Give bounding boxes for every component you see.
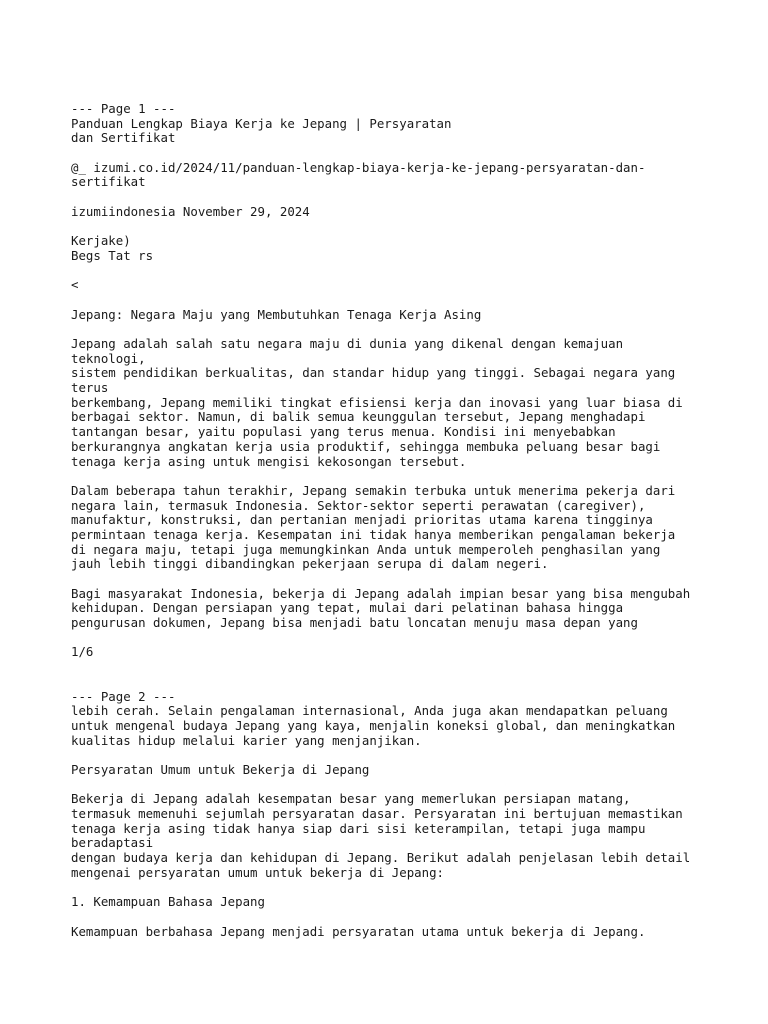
paragraph: [71, 925, 731, 940]
title-line: dan Sertifikat: [71, 130, 176, 146]
url-line: @_ izumi.co.id/2024/11/panduan-lengkap-biaya-kerja-ke-jepang-persyaratan-dan-: [71, 159, 646, 175]
source-url: [71, 161, 731, 190]
paragraph: [71, 484, 731, 572]
back-arrow-text: <: [71, 277, 79, 293]
section-heading: Persyaratan Umum untuk Bekerja di Jepang: [71, 761, 370, 777]
section-heading: Jepang: Negara Maju yang Membutuhkan Tenaga Kerja Asing: [71, 306, 482, 322]
paragraph: [71, 587, 731, 631]
paragraph-line: tantangan besar, yaitu populasi yang terus menua. Kondisi ini menyebabkan: [71, 424, 616, 440]
paragraph-line: jauh lebih tinggi dibandingkan pekerjaan serupa di dalam negeri.: [71, 556, 549, 572]
paragraph-line: negara lain, termasuk Indonesia. Sektor-sektor seperti perawatan (caregiver),: [71, 497, 646, 513]
document: [71, 102, 731, 939]
paragraph-line: dengan budaya kerja dan kehidupan di Jepang. Berikut adalah penjelasan lebih detail: [71, 850, 691, 866]
paragraph-line: tenaga kerja asing tidak hanya siap dari sisi keterampilan, tetapi juga mampu: [71, 820, 646, 836]
paragraph-line: terus: [71, 380, 109, 396]
paragraph-line: Bagi masyarakat Indonesia, bekerja di Jepang adalah impian besar yang bisa mengubah: [71, 585, 691, 601]
paragraph-line: Bekerja di Jepang adalah kesempatan besar yang memerlukan persiapan matang,: [71, 791, 631, 807]
paragraph-line: berbagai sektor. Namun, di balik semua keunggulan tersebut, Jepang menghadapi: [71, 409, 646, 425]
ocr-noise-line: Kerjake): [71, 233, 131, 249]
page-number: 1/6: [71, 644, 94, 660]
subsection-heading: 1. Kemampuan Bahasa Jepang: [71, 894, 265, 910]
page-2-marker: --- Page 2 ---: [71, 688, 176, 704]
paragraph-line: berkurangnya angkatan kerja usia produktif, sehingga membuka peluang besar bagi: [71, 438, 661, 454]
paragraph-line: Kemampuan berbahasa Jepang menjadi persyaratan utama untuk bekerja di Jepang.: [71, 923, 646, 939]
paragraph-line: pengurusan dokumen, Jepang bisa menjadi batu loncatan menuju masa depan yang: [71, 615, 638, 631]
paragraph-line: tenaga kerja asing untuk mengisi kekosongan tersebut.: [71, 453, 467, 469]
paragraph-line: teknologi,: [71, 350, 146, 366]
paragraph: [71, 704, 731, 748]
paragraph-line: beradaptasi: [71, 835, 154, 851]
paragraph-line: sistem pendidikan berkualitas, dan standar hidup yang tinggi. Sebagai negara yang: [71, 365, 676, 381]
paragraph-line: lebih cerah. Selain pengalaman internasional, Anda juga akan mendapatkan peluang: [71, 703, 668, 719]
paragraph-line: di negara maju, tetapi juga memungkinkan Anda untuk memperoleh penghasilan yang: [71, 541, 661, 557]
paragraph-line: untuk mengenal budaya Jepang yang kaya, menjalin koneksi global, dan meningkatkan: [71, 717, 676, 733]
paragraph: [71, 792, 731, 880]
paragraph-line: kehidupan. Dengan persiapan yang tepat, mulai dari pelatinan bahasa hingga: [71, 600, 624, 616]
paragraph-line: kualitas hidup melalui karier yang menjanjikan.: [71, 732, 422, 748]
document-title: [71, 117, 731, 146]
paragraph-line: permintaan tenaga kerja. Kesempatan ini tidak hanya memberikan pengalaman bekerja: [71, 526, 676, 542]
paragraph-line: mengenai persyaratan umum untuk bekerja di Jepang:: [71, 864, 444, 880]
page-1-marker: --- Page 1 ---: [71, 101, 176, 116]
paragraph-line: Jepang adalah salah satu negara maju di dunia yang dikenal dengan kemajuan: [71, 336, 624, 351]
paragraph-line: berkembang, Jepang memiliki tingkat efisiensi kerja dan inovasi yang luar biasa di: [71, 394, 683, 410]
paragraph-line: termasuk memenuhi sejumlah persyaratan dasar. Persyaratan ini bertujuan memastikan: [71, 806, 683, 822]
paragraph-line: manufaktur, konstruksi, dan pertanian menjadi prioritas utama karena tingginya: [71, 512, 653, 528]
title-line: Panduan Lengkap Biaya Kerja ke Jepang | Persyaratan: [71, 115, 452, 131]
paragraph-line: Dalam beberapa tahun terakhir, Jepang semakin terbuka untuk menerima pekerja dari: [71, 482, 676, 498]
ocr-noise-line: Begs Tat rs: [71, 247, 154, 263]
paragraph: [71, 337, 731, 469]
url-line: sertifikat: [71, 174, 146, 190]
byline: izumiindonesia November 29, 2024: [71, 203, 310, 219]
